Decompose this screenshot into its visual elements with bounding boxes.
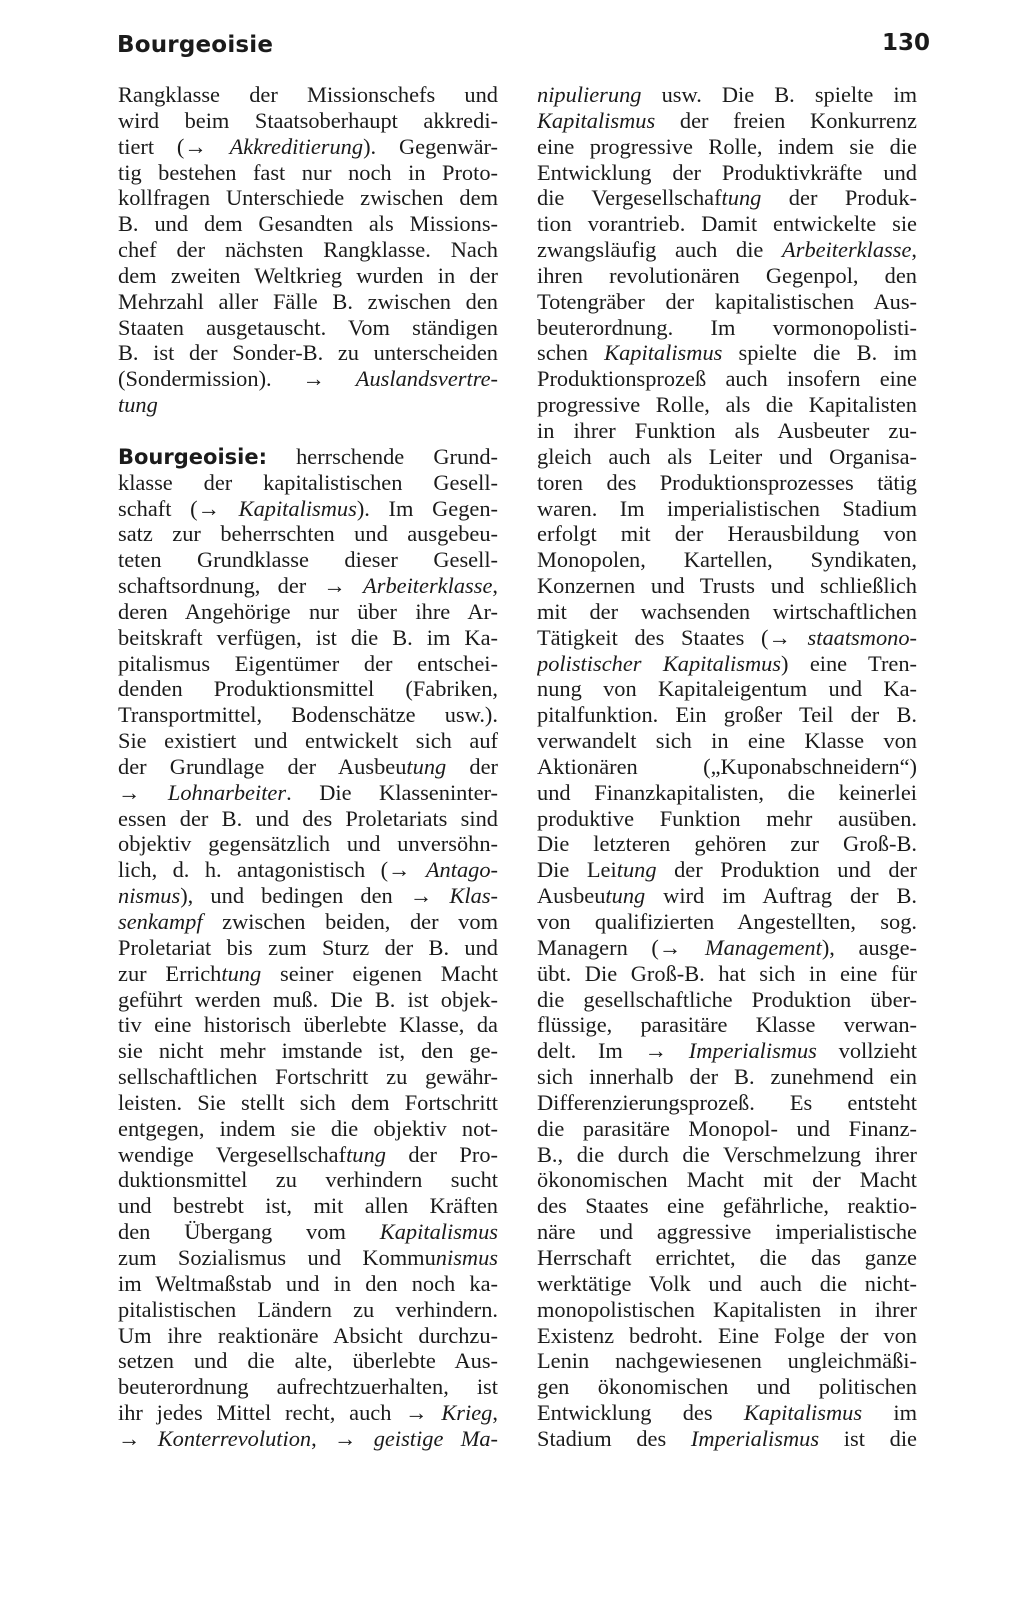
text-line: zwangsläufig auch die Arbeiterklasse, — [537, 237, 917, 263]
text-line: Staaten ausgetauscht. Vom ständigen — [118, 314, 498, 340]
text-line: flüssige, parasitäre Klasse verwan- — [537, 1012, 917, 1038]
text-line: Stadium des Imperialismus ist die — [537, 1425, 917, 1451]
text-line: dem zweiten Weltkrieg wurden in der — [118, 262, 498, 288]
text-line: beuterordnung aufrechtzuerhalten, ist — [118, 1374, 498, 1400]
text-line: die Vergesellschaftung der Produk- — [537, 185, 917, 211]
text-line: Mehrzahl aller Fälle B. zwischen den — [118, 288, 498, 314]
text-line: deren Angehörige nur über ihre Ar- — [118, 598, 498, 624]
text-line: B., die durch die Verschmelzung ihrer — [537, 1141, 917, 1167]
text-line: satz zur beherrschten und ausgebeu- — [118, 521, 498, 547]
text-line: lich, d. h. antagonistisch (→ Antago- — [118, 857, 498, 883]
text-line: im Weltmaßstab und in den noch ka- — [118, 1270, 498, 1296]
text-line: Die Leitung der Produktion und der — [537, 857, 917, 883]
text-line: leisten. Sie stellt sich dem Fortschritt — [118, 1089, 498, 1115]
text-line: und bestrebt ist, mit allen Kräften — [118, 1193, 498, 1219]
text-line: verwandelt sich in eine Klasse von — [537, 728, 917, 754]
text-line: pitalismus Eigentümer der entschei- — [118, 650, 498, 676]
text-line: schen Kapitalismus spielte die B. im — [537, 340, 917, 366]
text-line: Produktionsprozeß auch insofern eine — [537, 366, 917, 392]
left-text-column — [118, 82, 498, 1452]
text-line: die gesellschaftliche Produktion über- — [537, 986, 917, 1012]
text-line: gleich auch als Leiter und Organisa- — [537, 443, 917, 469]
text-line: klasse der kapitalistischen Gesell- — [118, 469, 498, 495]
text-line: näre und aggressive imperialistische — [537, 1219, 917, 1245]
text-line: pitalfunktion. Ein großer Teil der B. — [537, 702, 917, 728]
text-line: sie nicht mehr imstande ist, den ge- — [118, 1038, 498, 1064]
text-line: geführt werden muß. Die B. ist objek- — [118, 986, 498, 1012]
text-line: sellschaftlichen Fortschritt zu gewähr- — [118, 1064, 498, 1090]
text-line: Herrschaft errichtet, die das ganze — [537, 1244, 917, 1270]
text-line: des Staates eine gefährliche, reaktio- — [537, 1193, 917, 1219]
text-line: denden Produktionsmittel (Fabriken, — [118, 676, 498, 702]
text-line: setzen und die alte, überlebte Aus- — [118, 1348, 498, 1374]
text-line: ihr jedes Mittel recht, auch → Krieg, — [118, 1400, 498, 1426]
text-line: Managern (→ Management), ausge- — [537, 934, 917, 960]
text-line: Existenz bedroht. Eine Folge der von — [537, 1322, 917, 1348]
text-line: tiv eine historisch überlebte Klasse, da — [118, 1012, 498, 1038]
text-line: Differenzierungsprozeß. Es entsteht — [537, 1089, 917, 1115]
text-line: Kapitalismus der freien Konkurrenz — [537, 107, 917, 133]
text-line: Tätigkeit des Staates (→ staatsmono- — [537, 624, 917, 650]
text-line: tiert (→ Akkreditierung). Gegenwär- — [118, 133, 498, 159]
text-line: tung — [118, 392, 158, 418]
text-line: nipulierung usw. Die B. spielte im — [537, 82, 917, 107]
text-line: Entwicklung des Kapitalismus im — [537, 1400, 917, 1426]
page-number: 130 — [881, 30, 930, 56]
text-line: progressive Rolle, als die Kapitalisten — [537, 392, 917, 418]
text-line: Ausbeutung wird im Auftrag der B. — [537, 883, 917, 909]
text-line: Proletariat bis zum Sturz der B. und — [118, 934, 498, 960]
text-line: B. und dem Gesandten als Missions- — [118, 211, 498, 237]
text-line: polistischer Kapitalismus) eine Tren- — [537, 650, 917, 676]
text-line: wendige Vergesellschaftung der Pro- — [118, 1141, 498, 1167]
text-line: chef der nächsten Rangklasse. Nach — [118, 237, 498, 263]
text-line: nismus), und bedingen den → Klas- — [118, 883, 498, 909]
text-line: essen der B. und des Proletariats sind — [118, 805, 498, 831]
text-line: toren des Produktionsprozesses tätig — [537, 469, 917, 495]
text-line: Lenin nachgewiesenen ungleichmäßi- — [537, 1348, 917, 1374]
text-line: wird beim Staatsoberhaupt akkredi- — [118, 107, 498, 133]
text-line: in ihrer Funktion als Ausbeuter zu- — [537, 417, 917, 443]
text-line: Transportmittel, Bodenschätze usw.). — [118, 702, 498, 728]
text-line: eine progressive Rolle, indem sie die — [537, 133, 917, 159]
text-line: zum Sozialismus und Kommunismus — [118, 1244, 498, 1270]
text-line: teten Grundklasse dieser Gesell- — [118, 547, 498, 573]
text-line: senkampf zwischen beiden, der vom — [118, 909, 498, 934]
text-line: Um ihre reaktionäre Absicht durchzu- — [118, 1322, 498, 1348]
text-line: monopolistischen Kapitalisten in ihrer — [537, 1296, 917, 1322]
text-line: werktätige Volk und auch die nicht- — [537, 1270, 917, 1296]
text-line: kollfragen Unterschiede zwischen dem — [118, 185, 498, 211]
text-line: schaftsordnung, der → Arbeiterklasse, — [118, 573, 498, 599]
text-line: die parasitäre Monopol- und Finanz- — [537, 1115, 917, 1141]
text-line: delt. Im → Imperialismus vollzieht — [537, 1038, 917, 1064]
text-line: Totengräber der kapitalistischen Aus- — [537, 288, 917, 314]
text-line: ihren revolutionären Gegenpol, den — [537, 262, 917, 288]
text-line: pitalistischen Ländern zu verhindern. — [118, 1296, 498, 1322]
text-line: → Konterrevolution, → geistige Ma- — [118, 1425, 498, 1451]
text-line: B. ist der Sonder-B. zu unterscheiden — [118, 340, 498, 366]
right-text-column — [537, 82, 917, 1452]
text-line: Sie existiert und entwickelt sich auf — [118, 728, 498, 754]
text-line: von qualifizierten Angestellten, sog. — [537, 909, 917, 934]
entry-headword: Bourgeoisie: — [118, 444, 267, 469]
text-line: duktionsmittel zu verhindern sucht — [118, 1167, 498, 1193]
text-line: schaft (→ Kapitalismus). Im Gegen- — [118, 495, 498, 521]
text-line: Rangklasse der Missionschefs und — [118, 82, 498, 107]
text-line: gen ökonomischen und politischen — [537, 1374, 917, 1400]
text-line: ökonomischen Macht mit der Macht — [537, 1167, 917, 1193]
text-line: tion vorantrieb. Damit entwickelte sie — [537, 211, 917, 237]
text-line: waren. Im imperialistischen Stadium — [537, 495, 917, 521]
text-line: produktive Funktion mehr ausüben. — [537, 805, 917, 831]
page-header — [117, 28, 930, 68]
text-line: entgegen, indem sie die objektiv not- — [118, 1115, 498, 1141]
text-line: Die letzteren gehören zur Groß-B. — [537, 831, 917, 857]
text-line: der Grundlage der Ausbeutung der — [118, 753, 498, 779]
text-line: → Lohnarbeiter. Die Klasseninter- — [118, 779, 498, 805]
text-line: beitskraft verfügen, ist die B. im Ka- — [118, 624, 498, 650]
text-line: nung von Kapitaleigentum und Ka- — [537, 676, 917, 702]
text-line: Konzernen und Trusts und schließlich — [537, 573, 917, 599]
text-line: erfolgt mit der Herausbildung von — [537, 521, 917, 547]
text-line: zur Errichtung seiner eigenen Macht — [118, 960, 498, 986]
text-line: übt. Die Groß-B. hat sich in eine für — [537, 960, 917, 986]
running-head: Bourgeoisie — [117, 32, 274, 58]
text-line: Bourgeoisie: herrschende Grund- — [118, 443, 498, 469]
text-line: Monopolen, Kartellen, Syndikaten, — [537, 547, 917, 573]
text-line: objektiv gegensätzlich und unversöhn- — [118, 831, 498, 857]
text-line: und Finanzkapitalisten, die keinerlei — [537, 779, 917, 805]
text-line — [118, 418, 498, 444]
text-line: Entwicklung der Produktivkräfte und — [537, 159, 917, 185]
text-line: (Sondermission). → Auslandsvertre- — [118, 366, 498, 392]
text-line: den Übergang vom Kapitalismus — [118, 1219, 498, 1245]
text-line: tig bestehen fast nur noch in Proto- — [118, 159, 498, 185]
text-line: beuterordnung. Im vormonopolisti- — [537, 314, 917, 340]
text-line: sich innerhalb der B. zunehmend ein — [537, 1064, 917, 1090]
text-line: Aktionären („Kuponabschneidern“) — [537, 753, 917, 779]
text-line: mit der wachsenden wirtschaftlichen — [537, 598, 917, 624]
